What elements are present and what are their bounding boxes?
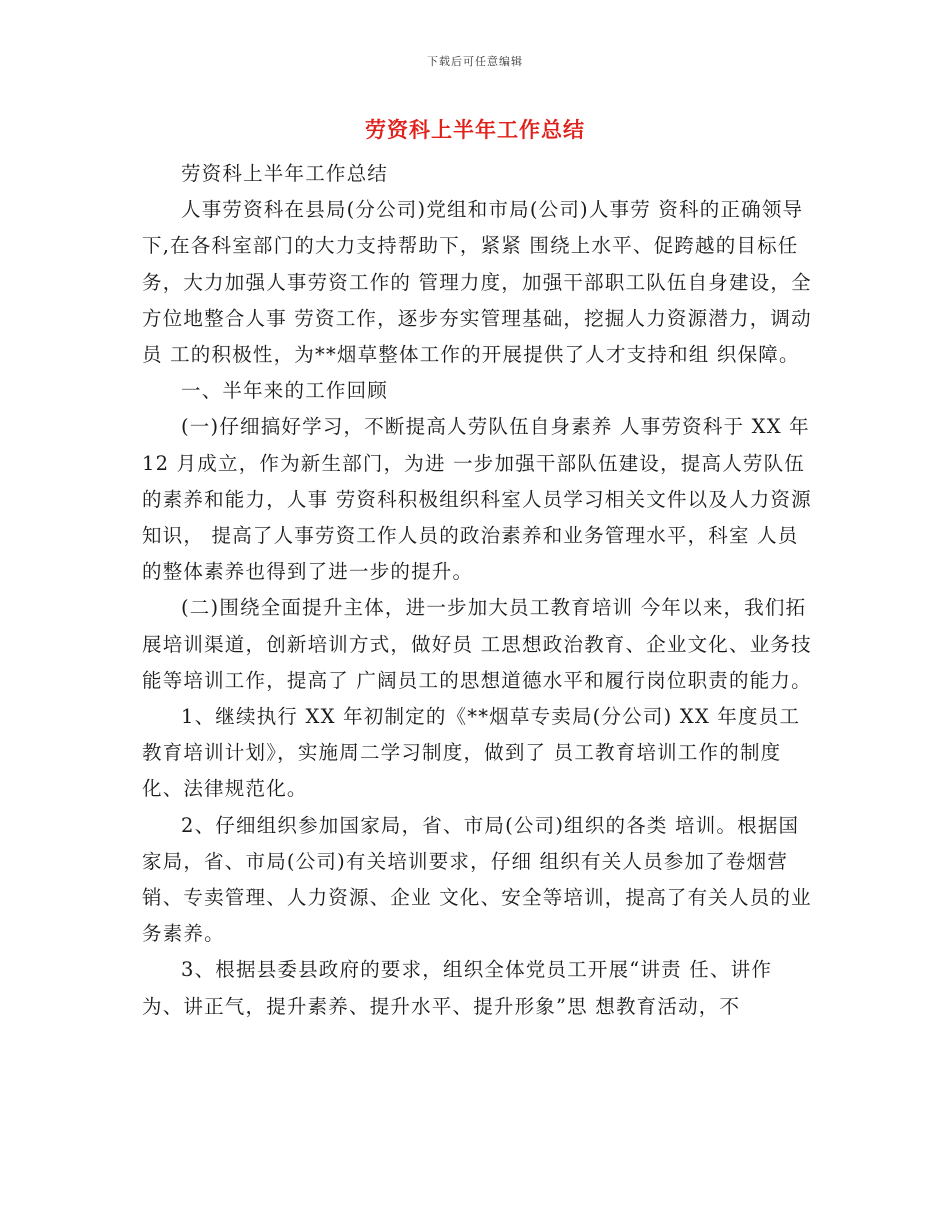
paragraph-item-1: 1、继续执行 XX 年初制定的《**烟草专卖局(分公司) XX 年度员工教育培训计划》，实施周二学习制度，做到了 员工教育培训工作的制度化、法律规范化。 [142, 705, 801, 801]
paragraph-intro: 人事劳资科在县局(分公司)党组和市局(公司)人事劳 资科的正确领导下,在各科室部门的大力支持帮助下，紧紧 围绕上水平、促跨越的目标任务，大力加强人事劳资工作的 管理力度，加强干部职工队伍自身建设，全方位地整合人事 劳资工作，逐步夯实管理基础，挖掘人力资源潜力，调动员 工的积极性，为**烟草整体工作的开展提供了人才支持和组 织保障。 [142, 198, 812, 367]
paragraph-item-3: 3、根据县委县政府的要求，组织全体党员工开展“讲责 任、讲作为、讲正气，提升素养、提升水平、提升形象”思 想教育活动，不 [142, 958, 773, 1018]
paragraph-training: (二)围绕全面提升主体，进一步加大员工教育培训 今年以来，我们拓展培训渠道，创新培训方式，做好员 工思想政治教育、企业文化、业务技能等培训工作，提高了 广阔员工的思想道德水平和履行岗位职责的能力。 [142, 596, 812, 692]
document-body [142, 156, 812, 1025]
paragraph-item-2: 2、仔细组织参加国家局，省、市局(公司)组织的各类 培训。根据国家局，省、市局(公司)有关培训要求，仔细 组织有关人员参加了卷烟营销、专卖管理、人力资源、企业 文化、安全等培训，提高了有关人员的业务素养。 [142, 813, 812, 946]
paragraph-study: (一)仔细搞好学习，不断提高人劳队伍自身素养 人事劳资科于 XX 年 12 月成立，作为新生部门，为进 一步加强干部队伍建设，提高人劳队伍的素养和能力，人事 劳资科积极组织科室人员学习相关文件以及人力资源知识， 提高了人事劳资工作人员的政治素养和业务管理水平，科室 人员的整体素养也得到了进一步的提升。 [142, 415, 812, 584]
paragraph-subtitle: 劳资科上半年工作总结 [181, 162, 389, 185]
header-note: 下载后可任意编辑 [427, 55, 523, 68]
document-title: 劳资科上半年工作总结 [365, 117, 585, 142]
section-heading-review: 一、半年来的工作回顾 [181, 379, 389, 403]
